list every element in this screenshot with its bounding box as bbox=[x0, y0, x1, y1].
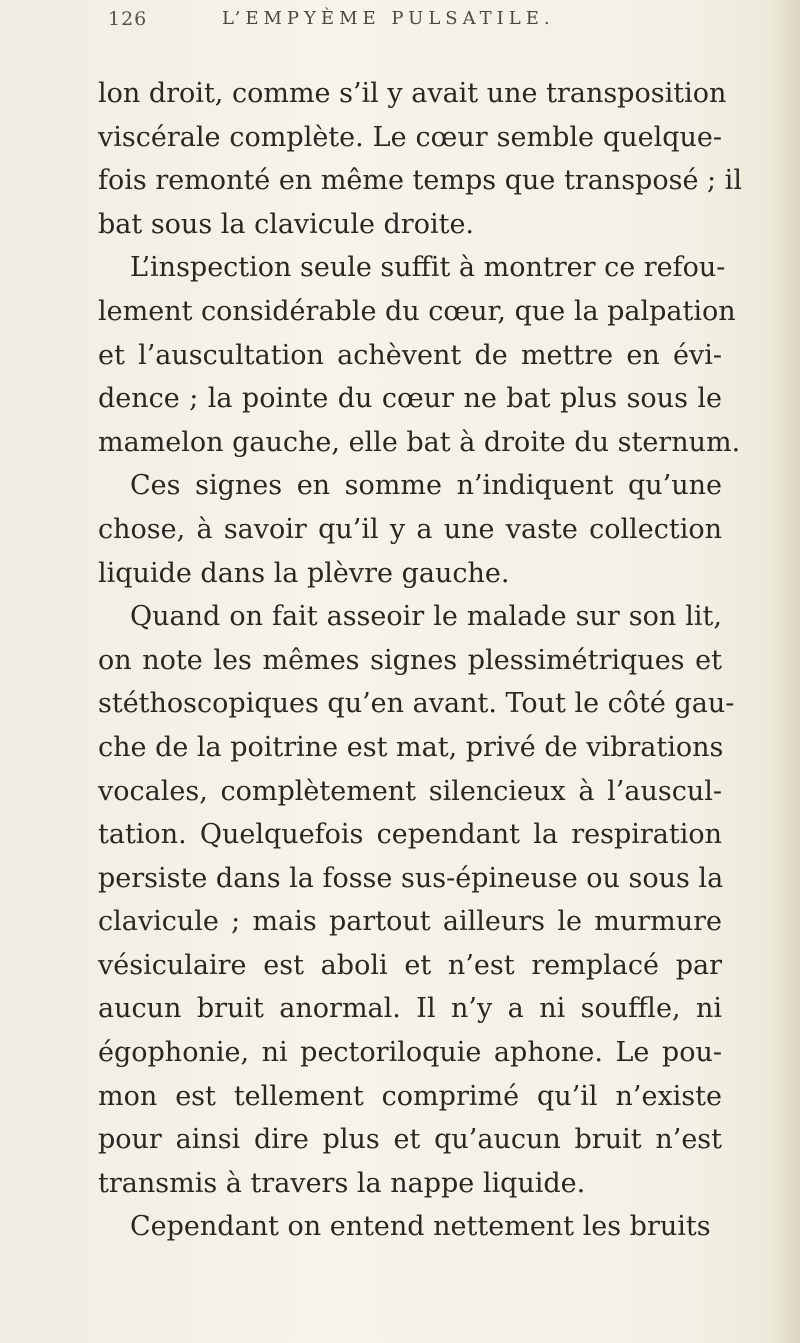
text-line: et l’auscultation achèvent de mettre en évi- bbox=[98, 339, 722, 371]
text-line: aucun bruit anormal. Il n’y a ni souffle, ni bbox=[98, 993, 722, 1025]
text-line: Ces signes en somme n’indiquent qu’une bbox=[130, 470, 722, 502]
text-line: persiste dans la fosse sus-épineuse ou sous la bbox=[98, 862, 724, 894]
text-line: transmis à travers la nappe liquide. bbox=[98, 1167, 586, 1199]
page-edge-shadow bbox=[772, 0, 800, 1343]
text-line: stéthoscopiques qu’en avant. Tout le côté gau- bbox=[98, 688, 735, 720]
text-line: viscérale complète. Le cœur semble quelque- bbox=[98, 121, 722, 153]
body-text bbox=[98, 72, 742, 1249]
text-line: mon est tellement comprimé qu’il n’existe bbox=[98, 1080, 722, 1112]
text-line: Cependant on entend nettement les bruits bbox=[130, 1211, 711, 1243]
text-line: lon droit, comme s’il y avait une transposition bbox=[98, 78, 727, 109]
text-line: lement considérable du cœur, que la palpation bbox=[98, 295, 736, 327]
text-line: pour ainsi dire plus et qu’aucun bruit n’est bbox=[98, 1124, 722, 1156]
text-line: liquide dans la plèvre gauche. bbox=[98, 557, 510, 589]
page-number: 126 bbox=[108, 8, 148, 30]
running-title: L’EMPYÈME PULSATILE. bbox=[222, 8, 555, 29]
text-line: tation. Quelquefois cependant la respiration bbox=[98, 819, 722, 851]
text-line: che de la poitrine est mat, privé de vibrations bbox=[98, 731, 724, 763]
text-line: chose, à savoir qu’il y a une vaste collection bbox=[98, 513, 722, 545]
text-line: Quand on fait asseoir le malade sur son lit, bbox=[130, 601, 722, 633]
text-line: dence ; la pointe du cœur ne bat plus sous le bbox=[98, 383, 722, 415]
page-header bbox=[0, 4, 800, 48]
text-line: bat sous la clavicule droite. bbox=[98, 208, 475, 240]
text-line: clavicule ; mais partout ailleurs le murmure bbox=[98, 906, 722, 938]
text-line: vocales, complètement silencieux à l’auscul- bbox=[98, 775, 722, 807]
text-line: vésiculaire est aboli et n’est remplacé par bbox=[98, 949, 722, 981]
text-line: fois remonté en même temps que transposé ; il bbox=[98, 165, 742, 197]
text-line: mamelon gauche, elle bat à droite du sternum. bbox=[98, 426, 741, 458]
text-line: on note les mêmes signes plessimétriques et bbox=[98, 644, 722, 676]
text-line: L’inspection seule suffit à montrer ce refou- bbox=[130, 252, 726, 284]
text-line: égophonie, ni pectoriloquie aphone. Le pou- bbox=[98, 1037, 722, 1069]
